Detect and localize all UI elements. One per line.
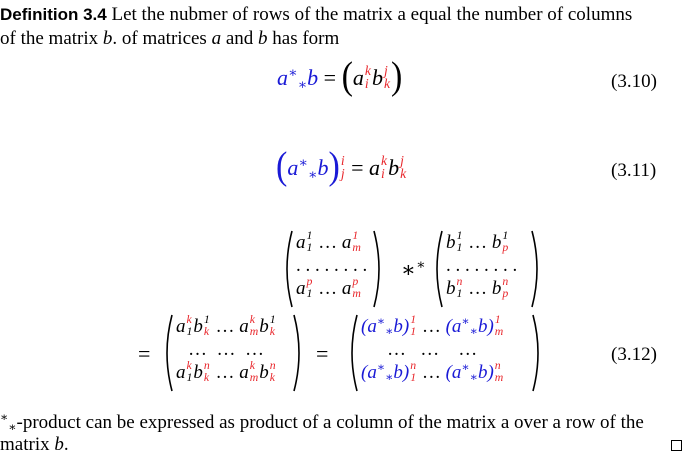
matrix-star-product: $(a^∗_∗b)$ 1 1 … $(a^∗_∗b)$ 1 m … … … $(a^∗_∗b)$ n 1 … $(a^∗_∗b)$ n m (345, 313, 545, 393)
equation-number-3-11: (3.11) (611, 160, 657, 181)
definition-line-1 (0, 3, 632, 27)
definition-line-2: of the matrix b. of matrices a and b has form (0, 28, 340, 49)
star-product-operator: ∗∗ (401, 257, 426, 282)
definition-label: Definition 3.4 (0, 5, 107, 24)
equals-sign-1: = (138, 341, 151, 366)
qed-square-icon (671, 440, 682, 451)
footnote-line-1: ∗$_∗$-product can be expressed as product of a column of the matrix a over a row of the (0, 410, 644, 435)
matrix-ab-product: a k 1 b 1 k … a k m b 1 k … … … a k 1 b n k … a k m b n k (160, 313, 306, 393)
equation-3-11: $(a^∗_∗b)$ i j = a k i b j k (276, 145, 407, 188)
equation-number-3-12: (3.12) (611, 344, 657, 365)
footnote-line-2: matrix b. (0, 434, 69, 455)
equals-sign-2: = (316, 341, 329, 366)
matrix-b: b 1 1 … b 1 p . . . . . . . . b n 1 … b n p (430, 229, 544, 309)
equation-number-3-10: (3.10) (611, 71, 657, 92)
matrix-a: a 1 1 … a 1 m . . . . . . . . a p 1 … a p m (280, 229, 386, 309)
definition-text-1: Let the nubmer of rows of the matrix a equal the number of columns (106, 4, 633, 25)
equation-3-10: $a^∗_∗b = (a$ k i b j k ) (277, 55, 403, 98)
